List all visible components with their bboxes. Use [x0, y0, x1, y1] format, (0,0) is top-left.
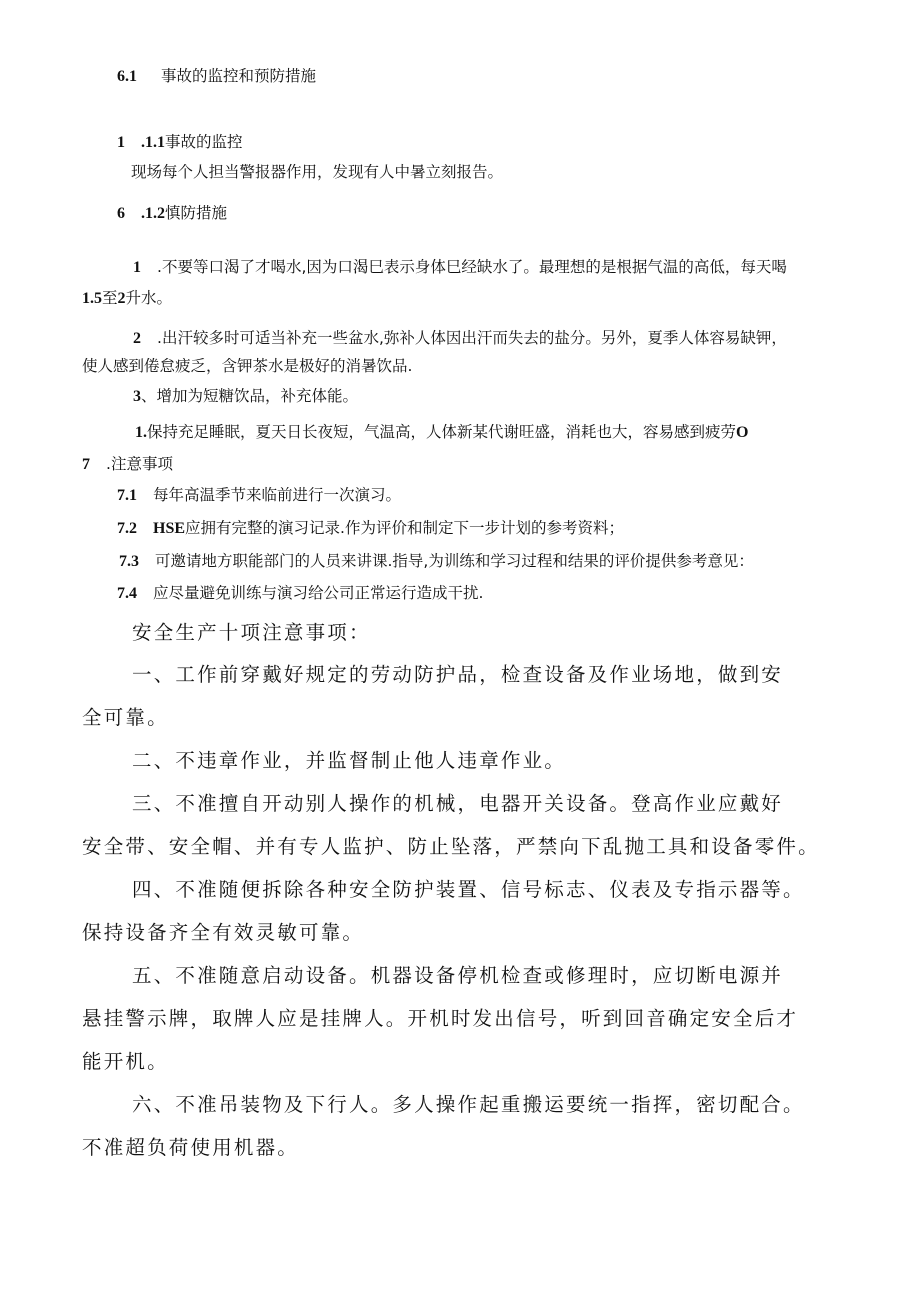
safety-item-1-line-2: 全可靠。: [82, 706, 169, 729]
measure-number: 1: [133, 259, 158, 276]
section-6-1-heading: [117, 66, 316, 87]
note-7-2: [117, 518, 624, 539]
subsection-number: 6 .1.2: [117, 205, 166, 222]
measure-2-line-1: [133, 328, 787, 349]
measure-text: 保持充足睡眠，夏天日长夜短，气温高，人体新某代谢旺盛，消耗也大，容易感到疲劳: [147, 423, 737, 441]
note-text: 应拥有完整的演习记录.作为评价和制定下一步计划的参考资料；: [185, 519, 624, 537]
measure-text: .出汗较多时可适当补充一些盆水,弥补人体因出汗而失去的盐分。另外，夏季人体容易缺钾，: [157, 329, 787, 347]
measure-amount: 1.5: [82, 290, 102, 307]
safety-item-4-line-2: 保持设备齐全有效灵敏可靠。: [82, 921, 365, 944]
safety-item-5-line-2: 悬挂警示牌，取牌人应是挂牌人。开机时发出信号，听到回音确定安全后才: [82, 1007, 799, 1030]
measure-tail: O: [736, 424, 749, 441]
measure-number: 3: [133, 388, 141, 405]
subsection-number: 1 .1.1: [117, 134, 166, 151]
section-number: 6.1: [117, 68, 137, 85]
measure-text: 、增加为短糖饮品，补充体能。: [141, 387, 359, 405]
section-7-heading: [82, 454, 173, 475]
measure-number: 2: [133, 330, 158, 347]
subsection-1-1-1-body: 现场每个人担当警报器作用，发现有人中暑立刻报告。: [131, 163, 504, 181]
note-text: 每年高温季节来临前进行一次演习。: [153, 486, 402, 504]
safety-item-3-line-1: 三、不准擅自开动别人操作的机械，电器开关设备。登高作业应戴好: [132, 792, 784, 815]
safety-item-3-line-2: 安全带、安全帽、并有专人监护、防止坠落，严禁向下乱抛工具和设备零件。: [82, 835, 820, 858]
note-number: 7.4: [117, 585, 137, 602]
note-text: 可邀请地方职能部门的人员来讲课.指导,为训练和学习过程和结果的评价提供参考意见：: [155, 552, 754, 570]
safety-item-1-line-1: 一、工作前穿戴好规定的劳动防护品，检查设备及作业场地，做到安: [132, 663, 784, 686]
safety-item-5-line-1: 五、不准随意启动设备。机器设备停机检查或修理时，应切断电源并: [132, 964, 784, 987]
safety-item-6-line-1: 六、不准吊装物及下行人。多人操作起重搬运要统一指挥，密切配合。: [132, 1093, 805, 1116]
safety-heading: 安全生产十项注意事项：: [132, 621, 371, 644]
note-7-4: [117, 583, 483, 604]
subsection-1-1-1-heading: [117, 132, 243, 153]
safety-item-6-line-2: 不准超负荷使用机器。: [82, 1136, 300, 1159]
section-title: 事故的监控和预防措施: [161, 67, 317, 85]
safety-item-2-line-1: 二、不违章作业，并监督制止他人违章作业。: [132, 749, 567, 772]
measure-1-line-2: [82, 288, 172, 309]
measure-1-line-1: [133, 257, 787, 278]
measure-text: .不要等口渴了才喝水,因为口渴巳表示身体巳经缺水了。最理想的是根据气温的高低，每天喝: [157, 258, 787, 276]
note-number: 7.3: [119, 553, 139, 570]
note-prefix: HSE: [153, 520, 186, 537]
measure-text: 至: [102, 289, 118, 307]
measure-2-line-2: 使人感到倦怠疲乏，含钾茶水是极好的消暑饮品.: [82, 357, 413, 375]
safety-item-5-line-3: 能开机。: [82, 1050, 169, 1073]
subsection-1-1-2-heading: [117, 203, 227, 224]
note-number: 7.1: [117, 487, 137, 504]
measure-4: [135, 422, 748, 443]
safety-item-4-line-1: 四、不准随便拆除各种安全防护装置、信号标志、仪表及专指示器等。: [132, 878, 805, 901]
subsection-title: 事故的监控: [165, 133, 243, 151]
note-number: 7.2: [117, 520, 137, 537]
section-title: .注意事项: [106, 455, 173, 473]
note-7-1: [117, 485, 401, 506]
section-number: 7: [82, 456, 107, 473]
measure-amount: 2: [117, 290, 126, 307]
note-text: 应尽量避免训练与演习给公司正常运行造成干扰.: [153, 584, 484, 602]
measure-text: 升水。: [125, 289, 173, 307]
measure-3: [133, 386, 358, 407]
subsection-title: 慎防措施: [165, 204, 228, 222]
measure-number: 1.: [135, 424, 147, 441]
note-7-3: [119, 551, 754, 572]
